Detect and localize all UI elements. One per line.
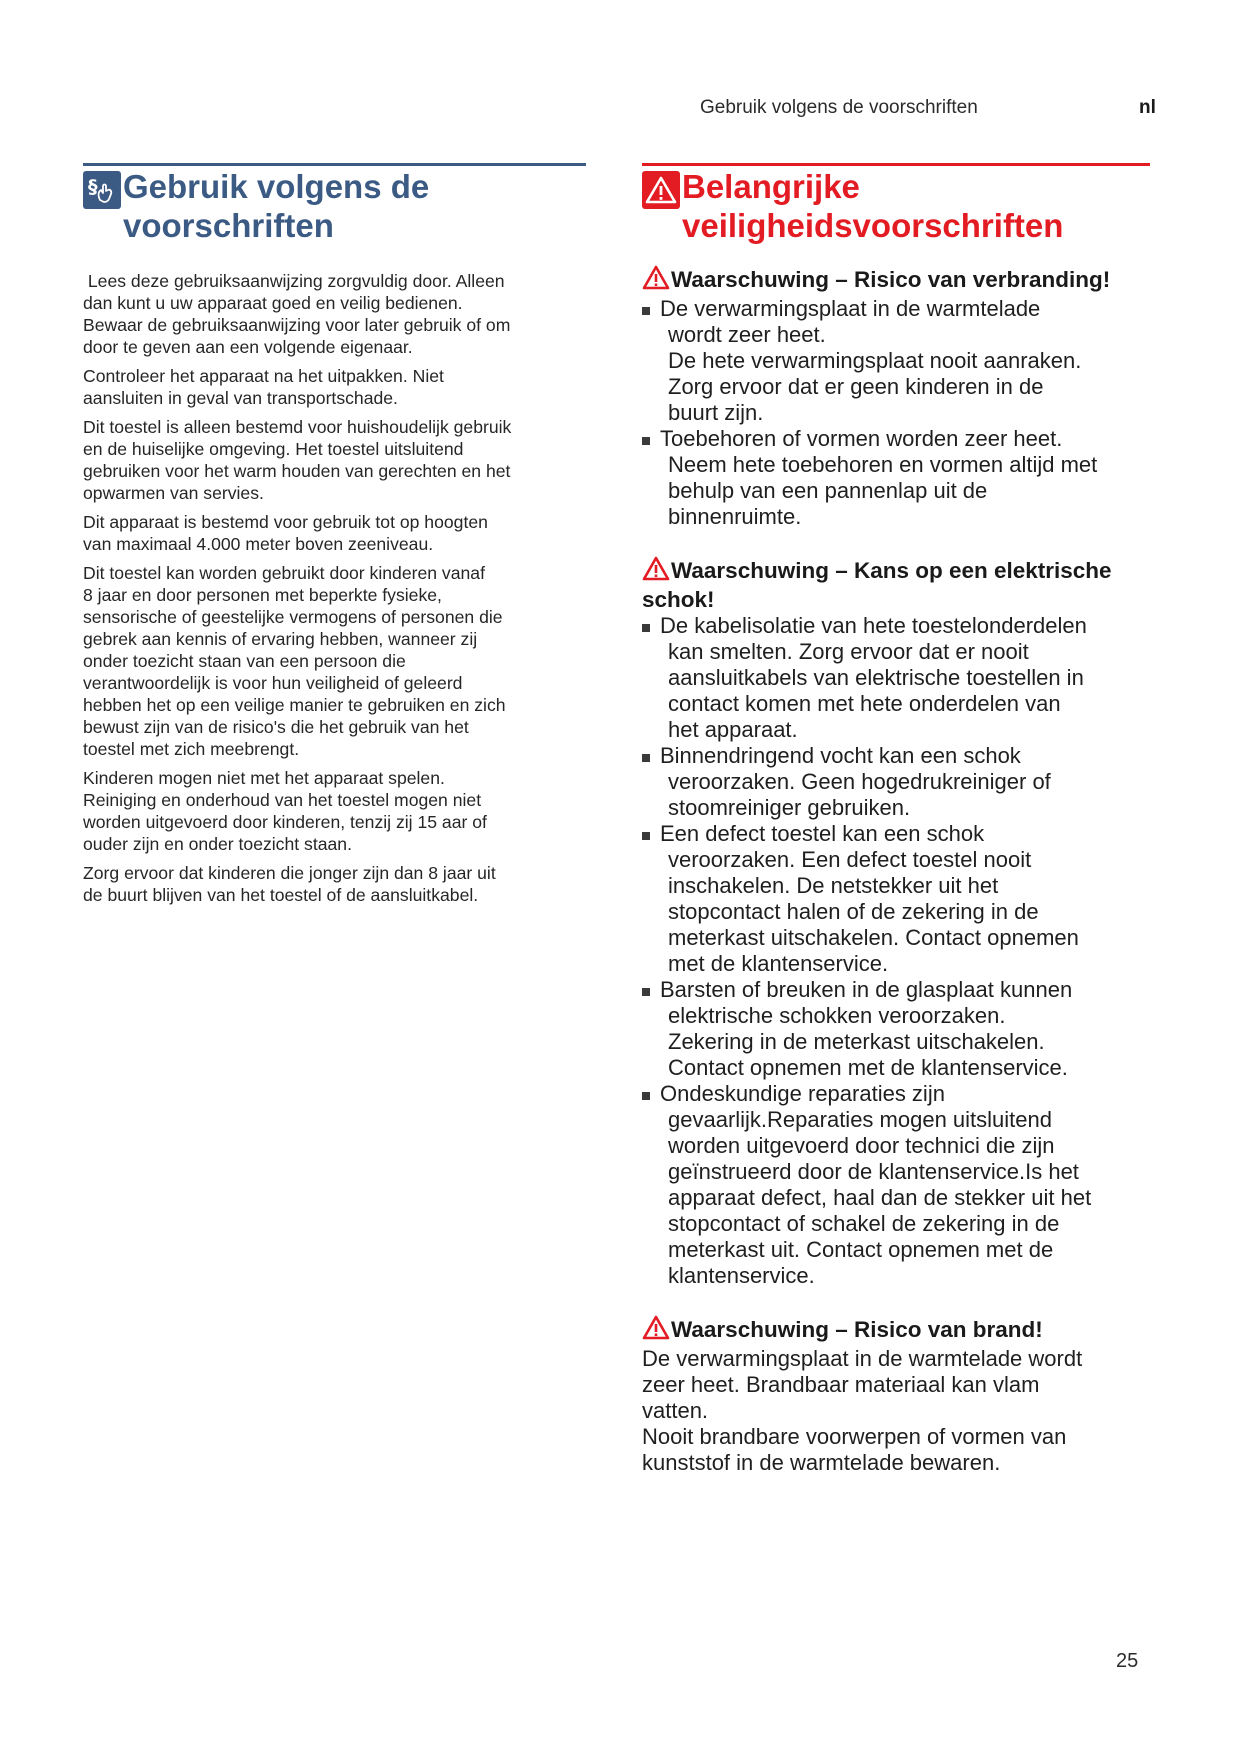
running-header-title: Gebruik volgens de voorschriften <box>700 97 978 118</box>
bullet-icon <box>642 1092 650 1100</box>
list-item: De verwarmingsplaat in de warmtelade wordt zeer heet. De hete verwarmingsplaat nooit aanraken. Zorg ervoor dat er geen kinderen in de buurt zijn. <box>642 296 1150 426</box>
paragraph: Lees deze gebruiksaanwijzing zorgvuldig door. Alleen dan kunt u uw apparaat goed en veilig bedienen. Bewaar de gebruiksaanwijzing voor later gebruik of om door te geven aan een volgende eigenaar. <box>83 271 511 357</box>
left-column <box>83 163 586 913</box>
bullet-icon <box>642 988 650 996</box>
section-hand-icon <box>83 171 121 209</box>
list-item: Ondeskundige reparaties zijn gevaarlijk.Reparaties mogen uitsluitend worden uitgevoerd door technici die zijn geïnstrueerd door de klantenservice.Is het apparaat defect, haal dan de stekker uit het stopcontact of schakel de zekering in de meterkast uit. Contact opnemen met de klantenservice. <box>642 1081 1150 1289</box>
paragraph: Dit toestel is alleen bestemd voor huishoudelijk gebruik en de huiselijke omgeving. Het toestel uitsluitend gebruiken voor het warm houden van gerechten en het opwarmen van servies. <box>83 417 512 503</box>
paragraph: Zorg ervoor dat kinderen die jonger zijn dan 8 jaar uit de buurt blijven van het toestel of de aansluitkabel. <box>83 863 496 905</box>
bullet-icon <box>642 832 650 840</box>
warning-triangle-icon <box>642 265 670 296</box>
section-heading-safety <box>642 163 1150 245</box>
list-item: Een defect toestel kan een schok veroorzaken. Een defect toestel nooit inschakelen. De netstekker uit het stopcontact halen of de zekering in de meterkast uitschakelen. Contact opnemen met de klantenservice. <box>642 821 1150 977</box>
right-column <box>642 163 1150 1476</box>
list-item: Barsten of breuken in de glasplaat kunnen elektrische schokken veroorzaken. Zekering in de meterkast uitschakelen. Contact opnemen met de klantenservice. <box>642 977 1150 1081</box>
list-item: Toebehoren of vormen worden zeer heet. Neem hete toebehoren en vormen altijd met behulp van een pannenlap uit de binnenruimte. <box>642 426 1150 530</box>
list-item: De kabelisolatie van hete toestelonderdelen kan smelten. Zorg ervoor dat er nooit aansluitkabels van elektrische toestellen in contact komen met hete onderdelen van het apparaat. <box>642 613 1150 743</box>
paragraph: Controleer het apparaat na het uitpakken. Niet aansluiten in geval van transportschade. <box>83 366 444 408</box>
safety-text <box>642 265 1150 1476</box>
warning-heading-burn: Waarschuwing – Risico van verbranding! <box>642 265 1150 296</box>
running-header-language: nl <box>1139 97 1156 118</box>
paragraph: Kinderen mogen niet met het apparaat spelen. Reiniging en onderhoud van het toestel mogen niet worden uitgevoerd door kinderen, tenzij zij 15 aar of ouder zijn en onder toezicht staan. <box>83 768 487 854</box>
page-title: Gebruik volgens de voorschriften <box>123 168 430 244</box>
bullet-icon <box>642 624 650 632</box>
page-number: 25 <box>1116 1650 1139 1672</box>
warning-list-electric-shock <box>642 613 1150 1289</box>
warning-triangle-icon <box>642 556 670 587</box>
intended-use-text <box>83 270 586 906</box>
warning-heading-electric-shock: Waarschuwing – Kans op een elektrische schok! <box>642 558 1112 612</box>
safety-title: Belangrijke veiligheidsvoorschriften <box>682 168 1064 244</box>
paragraph: Dit toestel kan worden gebruikt door kinderen vanaf 8 jaar en door personen met beperkte fysieke, sensorische of geestelijke vermogens of personen die gebrek aan kennis of ervaring hebben, wanneer zij onder toezicht staan van een persoon die verantwoordelijk is voor hun veiligheid of geleerd hebben het op een veilige manier te gebruiken en zich bewust zijn van de risico's die het gebruik van het toestel met zich meebrengt. <box>83 563 506 759</box>
bullet-icon <box>642 307 650 315</box>
warning-triangle-icon <box>642 171 680 209</box>
warning-list-burn <box>642 296 1150 530</box>
warning-triangle-icon <box>642 1315 670 1346</box>
bullet-icon <box>642 437 650 445</box>
list-item: Binnendringend vocht kan een schok veroorzaken. Geen hogedrukreiniger of stoomreiniger gebruiken. <box>642 743 1150 821</box>
paragraph: Dit apparaat is bestemd voor gebruik tot op hoogten van maximaal 4.000 meter boven zeeniveau. <box>83 512 488 554</box>
bullet-icon <box>642 754 650 762</box>
svg-text:§: § <box>88 176 98 198</box>
warning-heading-fire: Waarschuwing – Risico van brand! <box>642 1315 1150 1346</box>
fire-warning-text: De verwarmingsplaat in de warmtelade wordt zeer heet. Brandbaar materiaal kan vlam vatten. Nooit brandbare voorwerpen of vormen van kunststof in de warmtelade bewaren. <box>642 1346 1083 1475</box>
section-heading-intended-use <box>83 163 586 245</box>
